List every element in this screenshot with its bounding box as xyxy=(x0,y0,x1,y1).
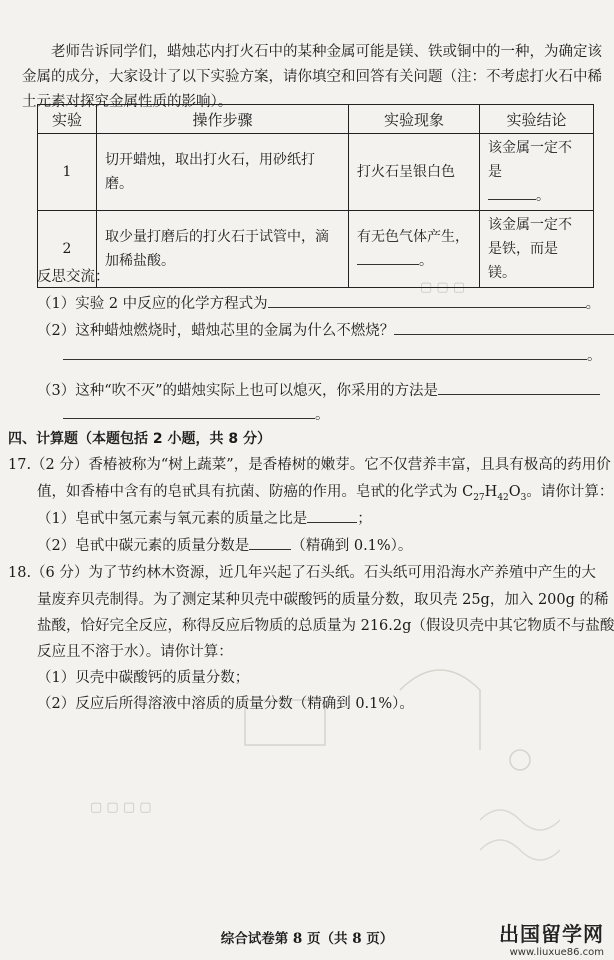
question-2 xyxy=(37,320,614,342)
sub-question-text: （1）皂甙中氢元素与氧元素的质量之比是 xyxy=(37,511,308,527)
problem-18-sub1: （1）贝壳中碳酸钙的质量分数； xyxy=(37,670,250,686)
formula-sub: 27 xyxy=(473,492,485,503)
conclusion-text: 该金属一定不是 xyxy=(488,140,572,180)
row-steps: 取少量打磨后的打火石于试管中，滴加稀盐酸。 xyxy=(97,211,349,288)
problem-18-line4: 反应且不溶于水）。请你计算： xyxy=(37,644,233,660)
watermark-url: www.liuxue86.com xyxy=(509,947,604,958)
problem-17-line1: 17.（2 分）香椿被称为“树上蔬菜”，是香椿树的嫩芽。它不仅营养丰富，且具有极高的药用价 xyxy=(8,457,611,473)
answer-blank-3b[interactable] xyxy=(63,418,315,419)
answer-blank-2a[interactable] xyxy=(394,334,614,335)
row-phenomenon: 打火石呈银白色 xyxy=(349,134,480,211)
header-experiment: 实验 xyxy=(38,105,97,134)
question-2-line2 xyxy=(63,345,602,367)
sub-question-text: （2）皂甙中碳元素的质量分数是 xyxy=(37,538,250,554)
question-1-end: 。 xyxy=(585,296,601,312)
formula-element: H xyxy=(484,484,498,500)
section-4-heading: 四、计算题（本题包括 2 小题，共 8 分） xyxy=(8,431,271,447)
row-conclusion xyxy=(480,134,594,211)
reflection-title: 反思交流： xyxy=(37,269,110,285)
table-row xyxy=(38,211,594,288)
sub-question-end: （精确到 0.1%）。 xyxy=(291,538,413,554)
row-steps: 切开蜡烛，取出打火石，用砂纸打磨。 xyxy=(97,134,349,211)
intro-paragraph: 老师告诉同学们，蜡烛芯内打火石中的某种金属可能是镁、铁或铜中的一种，为确定该金属的成分，大家设计了以下实验方案，请你填空和回答有关问题（注：不考虑打火石中稀土元素对探究金属性质的影响）。 xyxy=(22,44,602,110)
question-3-text: （3）这种“吹不灭”的蜡烛实际上也可以熄灭，你采用的方法是 xyxy=(37,383,439,399)
bleed-through-marks: ▢ ▢ ▢ xyxy=(420,280,466,295)
question-1-text: （1）实验 2 中反应的化学方程式为 xyxy=(37,296,268,312)
problem-18-line3: 盐酸，恰好完全反应，称得反应后物质的总质量为 216.2g（假设贝壳中其它物质不与盐酸 xyxy=(37,618,614,634)
phenomenon-text: 有无色气体产生， xyxy=(357,229,469,245)
conclusion-blank[interactable] xyxy=(488,199,536,200)
question-2-text: （2）这种蜡烛燃烧时，蜡烛芯里的金属为什么不燃烧？ xyxy=(37,323,395,339)
answer-blank-1[interactable] xyxy=(268,307,586,308)
answer-blank-17-2[interactable] xyxy=(249,549,291,550)
header-phenomenon: 实验现象 xyxy=(349,105,480,134)
problem-18-line1: 18.（6 分）为了节约林木资源，近几年兴起了石头纸。石头纸可用沿海水产养殖中产生的大 xyxy=(8,565,596,581)
formula-lead: 值，如香椿中含有的皂甙具有抗菌、防癌的作用。皂甙的化学式为 C xyxy=(37,484,474,500)
answer-blank-3a[interactable] xyxy=(438,394,600,395)
bleed-through-marks: ▢ ▢ ▢ ▢ xyxy=(90,800,152,815)
formula-sub: 42 xyxy=(497,492,509,503)
row-conclusion: 该金属一定不是铁，而是镁。 xyxy=(480,211,594,288)
site-watermark xyxy=(499,918,604,958)
table-row xyxy=(38,134,594,211)
phenomenon-end: 。 xyxy=(419,253,433,269)
formula-sub: 3 xyxy=(520,492,527,503)
header-conclusion: 实验结论 xyxy=(480,105,594,134)
formula-tail: 。请你计算： xyxy=(526,484,614,500)
phenomenon-blank[interactable] xyxy=(357,264,419,265)
formula-element: O xyxy=(508,484,521,500)
watermark-title: 出国留学网 xyxy=(499,922,604,946)
header-steps: 操作步骤 xyxy=(97,105,349,134)
sub-question-end: ； xyxy=(357,511,372,527)
problem-17-sub2 xyxy=(37,535,412,557)
problem-18-line2: 量废弃贝壳制得。为了测定某种贝壳中碳酸钙的质量分数，取贝壳 25g，加入 200g 的稀 xyxy=(37,592,609,608)
experiment-table xyxy=(37,104,594,288)
row-number: 2 xyxy=(38,211,97,288)
question-3-line2 xyxy=(63,404,330,426)
problem-17-line2 xyxy=(37,481,613,509)
problem-17-sub1 xyxy=(37,508,372,530)
page-footer: 综合试卷第 8 页（共 8 页） xyxy=(220,931,394,947)
table-header-row xyxy=(38,105,594,134)
question-2-end: 。 xyxy=(587,348,602,364)
conclusion-end: 。 xyxy=(536,188,550,204)
question-3 xyxy=(37,380,600,402)
problem-18-sub2: （2）反应后所得溶液中溶质的质量分数（精确到 0.1%）。 xyxy=(37,696,414,712)
row-number: 1 xyxy=(38,134,97,211)
row-phenomenon xyxy=(349,211,480,288)
answer-blank-17-1[interactable] xyxy=(307,522,357,523)
answer-blank-2b[interactable] xyxy=(63,359,587,360)
question-3-end: 。 xyxy=(315,407,330,423)
question-1 xyxy=(37,293,600,315)
